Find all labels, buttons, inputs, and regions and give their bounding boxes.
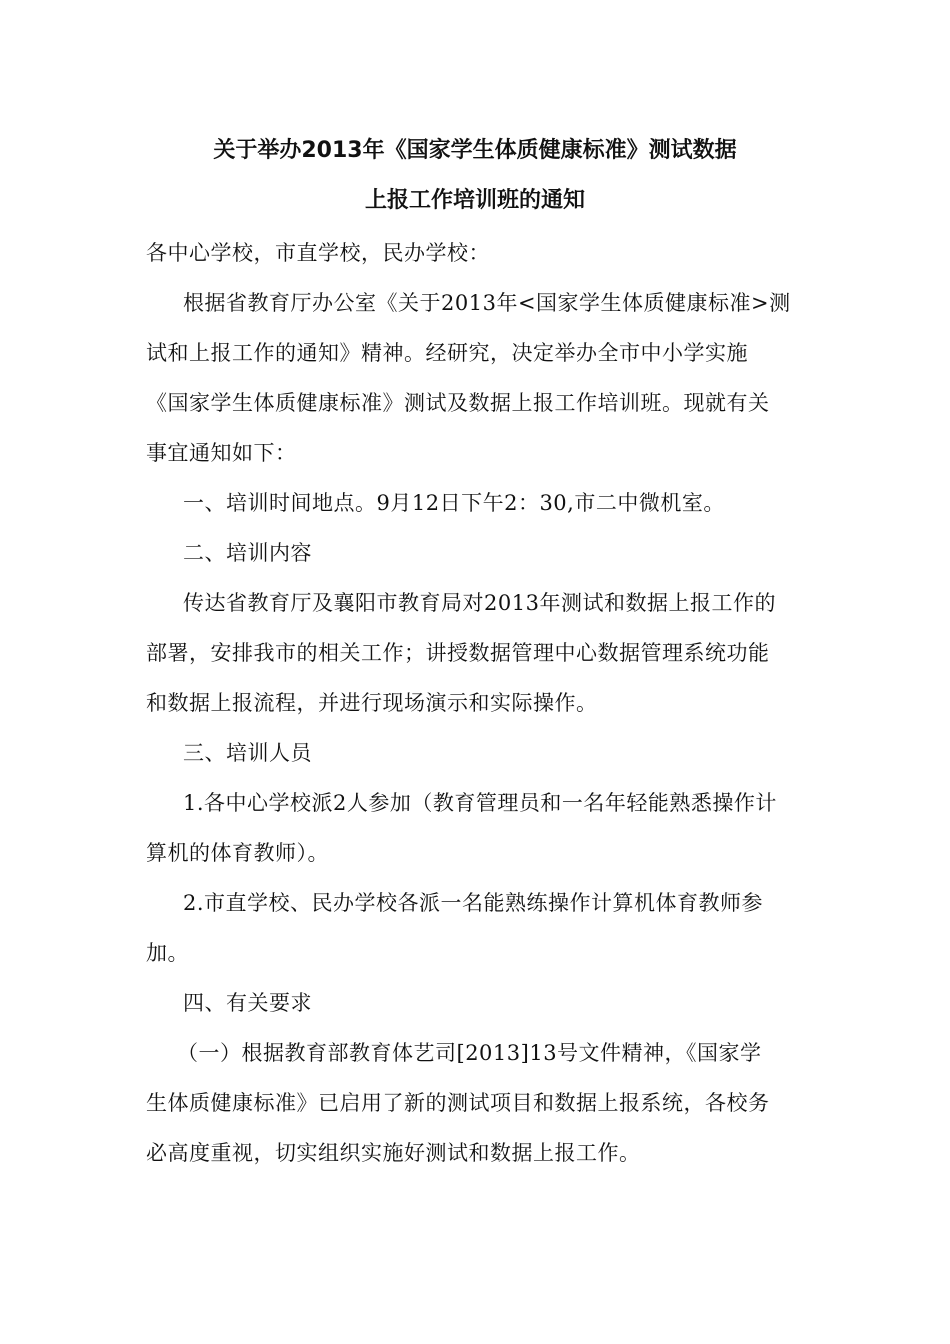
document-title-line-1: 关于举办2013年《国家学生体质健康标准》测试数据 (213, 138, 737, 163)
section-heading: 二、培训内容 (183, 541, 312, 565)
paragraph-line: 事宜通知如下： (146, 441, 297, 465)
paragraph-line: 根据省教育厅办公室《关于2013年<国家学生体质健康标准>测 (183, 291, 791, 315)
section-heading: 三、培训人员 (183, 741, 312, 765)
document-title-line-2: 上报工作培训班的通知 (364, 188, 585, 213)
paragraph-line: 传达省教育厅及襄阳市教育局对2013年测试和数据上报工作的 (183, 591, 776, 615)
paragraph-line: 1.各中心学校派2人参加（教育管理员和一名年轻能熟悉操作计 (183, 791, 777, 815)
paragraph-line: 加。 (146, 941, 189, 965)
paragraph-line: 《国家学生体质健康标准》测试及数据上报工作培训班。现就有关 (146, 391, 770, 415)
paragraph-line: 算机的体育教师）。 (146, 841, 329, 865)
paragraph-line: 部署，安排我市的相关工作；讲授数据管理中心数据管理系统功能 (146, 641, 770, 665)
paragraph-line: 2.市直学校、民办学校各派一名能熟练操作计算机体育教师参 (183, 891, 764, 915)
paragraph-line: （一）根据教育部教育体艺司[2013]13号文件精神，《国家学 (177, 1041, 762, 1065)
paragraph-line: 生体质健康标准》已启用了新的测试项目和数据上报系统，各校务 (146, 1091, 770, 1115)
section-heading: 四、有关要求 (183, 991, 312, 1015)
paragraph-line: 试和上报工作的通知》精神。经研究，决定举办全市中小学实施 (146, 341, 748, 365)
salutation: 各中心学校，市直学校，民办学校： (146, 241, 490, 265)
paragraph-line: 和数据上报流程，并进行现场演示和实际操作。 (146, 691, 598, 715)
paragraph-line: 必高度重视，切实组织实施好测试和数据上报工作。 (146, 1141, 641, 1165)
section-heading: 一、培训时间地点。9月12日下午2：30,市二中微机室。 (183, 491, 725, 515)
